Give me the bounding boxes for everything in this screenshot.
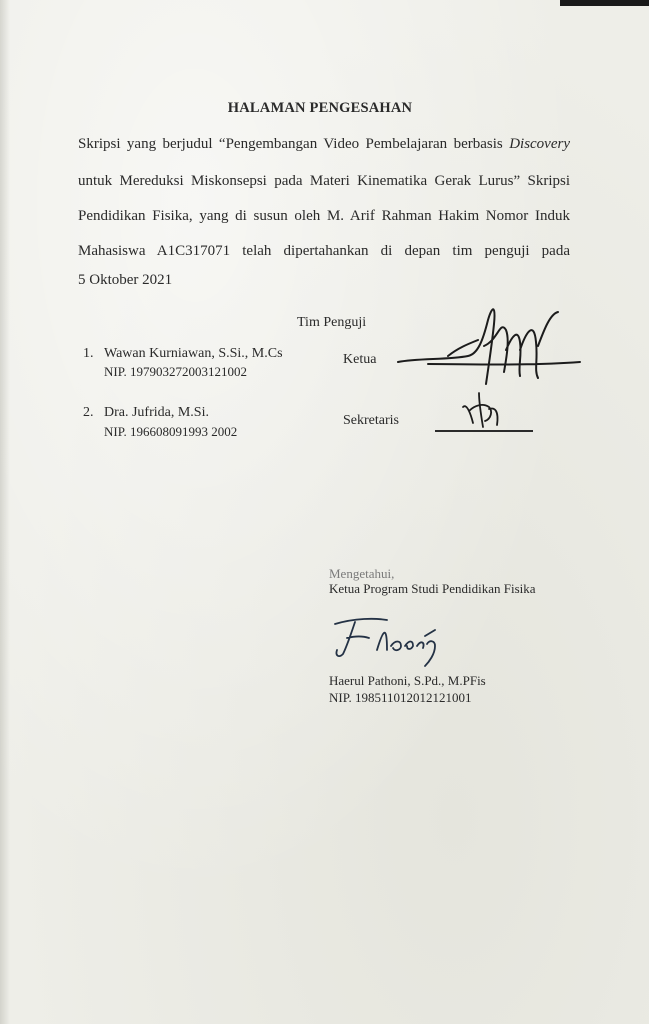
approval-label: Mengetahui,: [329, 566, 395, 581]
signature-kaprodi: [325, 610, 465, 670]
paragraph-line-4: Mahasiswa A1C317071 telah dipertahankan di depan tim penguji pada: [78, 243, 570, 259]
page-title: HALAMAN PENGESAHAN: [227, 100, 413, 116]
approval-nip: NIP. 198511012012121001: [329, 690, 472, 705]
paragraph-line-1: [78, 136, 570, 153]
signature-sekretaris: [455, 385, 515, 435]
member-2-role: Sekretaris: [343, 413, 399, 428]
paragraph-line-1-italic: Discovery: [509, 136, 570, 152]
member-1-number: 1.: [83, 346, 94, 361]
member-2-nip: NIP. 196608091993 2002: [104, 424, 238, 439]
member-2-number: 2.: [83, 405, 94, 420]
member-1-name: Wawan Kurniawan, S.Si., M.Cs: [104, 346, 283, 361]
scan-top-edge: [560, 0, 649, 6]
scan-left-shadow: [0, 0, 10, 1024]
paragraph-line-5: 5 Oktober 2021: [78, 272, 173, 288]
member-1-nip: NIP. 197903272003121002: [104, 364, 248, 379]
member-2-name: Dra. Jufrida, M.Si.: [104, 405, 209, 420]
committee-heading: Tim Penguji: [297, 315, 367, 330]
approval-name: Haerul Pathoni, S.Pd., M.PFis: [329, 673, 486, 688]
paragraph-line-1-text: Skripsi yang berjudul “Pengembangan Video Pembelajaran berbasis: [78, 136, 510, 152]
paragraph-line-3: Pendidikan Fisika, yang di susun oleh M. Arif Rahman Hakim Nomor Induk: [78, 208, 570, 224]
member-1-role: Ketua: [343, 352, 377, 367]
approval-position: Ketua Program Studi Pendidikan Fisika: [329, 581, 536, 596]
paragraph-line-2: untuk Mereduksi Miskonsepsi pada Materi Kinematika Gerak Lurus” Skripsi: [78, 173, 570, 189]
signature-line-sekretaris: [435, 430, 533, 432]
signature-ketua: [388, 300, 588, 390]
